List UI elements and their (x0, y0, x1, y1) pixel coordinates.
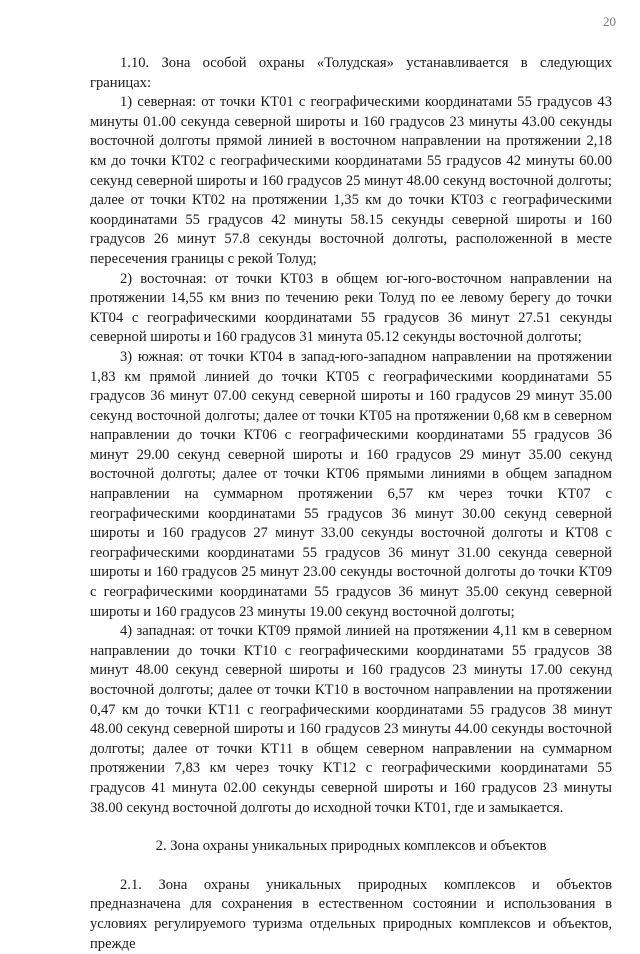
section-2-heading: 2. Зона охраны уникальных природных комплексов и объектов (155, 838, 547, 855)
border-east: 2) восточная: от точки КТ03 в общем юг-юго-восточном направлении на протяжении 14,55 км вниз по течению реки Толуд по ее левому берегу до точки КТ04 с географическими координатами 55 градусов 36 минут 27.51 секунды северной широты и 160 градусов 31 минута 05.12 секунды восточной долготы; (90, 270, 612, 346)
page-number: 20 (603, 14, 616, 29)
border-west: 4) западная: от точки КТ09 прямой линией на протяжении 4,11 км в северном направлении до точки КТ10 с географическими координатами 55 градусов 38 минут 48.00 секунд северной широты и 160 градусов 23 минуты 17.00 секунд восточной долготы; далее от точки КТ10 в восточном направлении на протяжении 0,47 км до точки КТ11 с географическими координатами 55 градусов 38 минут 48.00 секунд северной широты и 160 градусов 23 минуты 44.00 секунды восточной долготы; далее от точки КТ11 в общем северном направлении на суммарном протяжении 7,83 км через точку КТ12 с географическими координатами 55 градусов 41 минута 02.00 секунды северной широты и 160 градусов 23 минуты 38.00 секунд восточной долготы до исходной точки КТ01, где и замыкается. (90, 623, 612, 816)
document-body (90, 54, 612, 954)
border-north: 1) северная: от точки КТ01 с географическими координатами 55 градусов 43 минуты 01.00 секунда северной широты и 160 градусов 23 минуты 43.00 секунды восточной долготы прямой линией в восточном направлении на протяжении 2,18 км до точки КТ02 с географическими координатами 55 градусов 42 минуты 60.00 секунд северной широты и 160 градусов 25 минут 48.00 секунд восточной долготы; далее от точки КТ02 на протяжении 1,35 км до точки КТ03 с географическими координатами 55 градусов 42 минуты 58.15 секунды северной широты и 160 градусов 26 минут 57.8 секунды восточной долготы, расположенной в месте пересечения границы с рекой Толуд; (90, 94, 612, 267)
clause-1-10-intro: 1.10. Зона особой охраны «Толудская» устанавливается в следующих границах: (90, 55, 612, 91)
clause-2-1: 2.1. Зона охраны уникальных природных комплексов и объектов предназначена для сохранения в естественном состоянии и использования в условиях регулируемого туризма отдельных природных комплексов и объектов, прежде (90, 876, 612, 952)
border-south: 3) южная: от точки КТ04 в запад-юго-западном направлении на протяжении 1,83 км прямой линией до точки КТ05 с географическими координатами 55 градусов 36 минут 07.00 секунд северной широты и 160 градусов 29 минут 35.00 секунд восточной долготы; далее от точки КТ05 на протяжении 0,68 км в северном направлении до точки КТ06 с географическими координатами 55 градусов 36 минут 29.00 секунд северной широты и 160 градусов 29 минут 35.00 секунд восточной долготы; далее от точки КТ06 прямыми линиями в общем западном направлении на суммарном протяжении 6,57 км через точки КТ07 с географическими координатами 55 градусов 36 минут 30.00 секунд северной широты и 160 градусов 27 минут 33.00 секунды восточной долготы и КТ08 с географическими координатами 55 градусов 36 минут 31.00 секунда северной широты и 160 градусов 25 минут 23.00 секунды восточной долготы до точки КТ09 с географическими координатами 55 градусов 36 минут 35.00 секунд северной широты и 160 градусов 23 минуты 19.00 секунд восточной долготы; (90, 348, 612, 620)
